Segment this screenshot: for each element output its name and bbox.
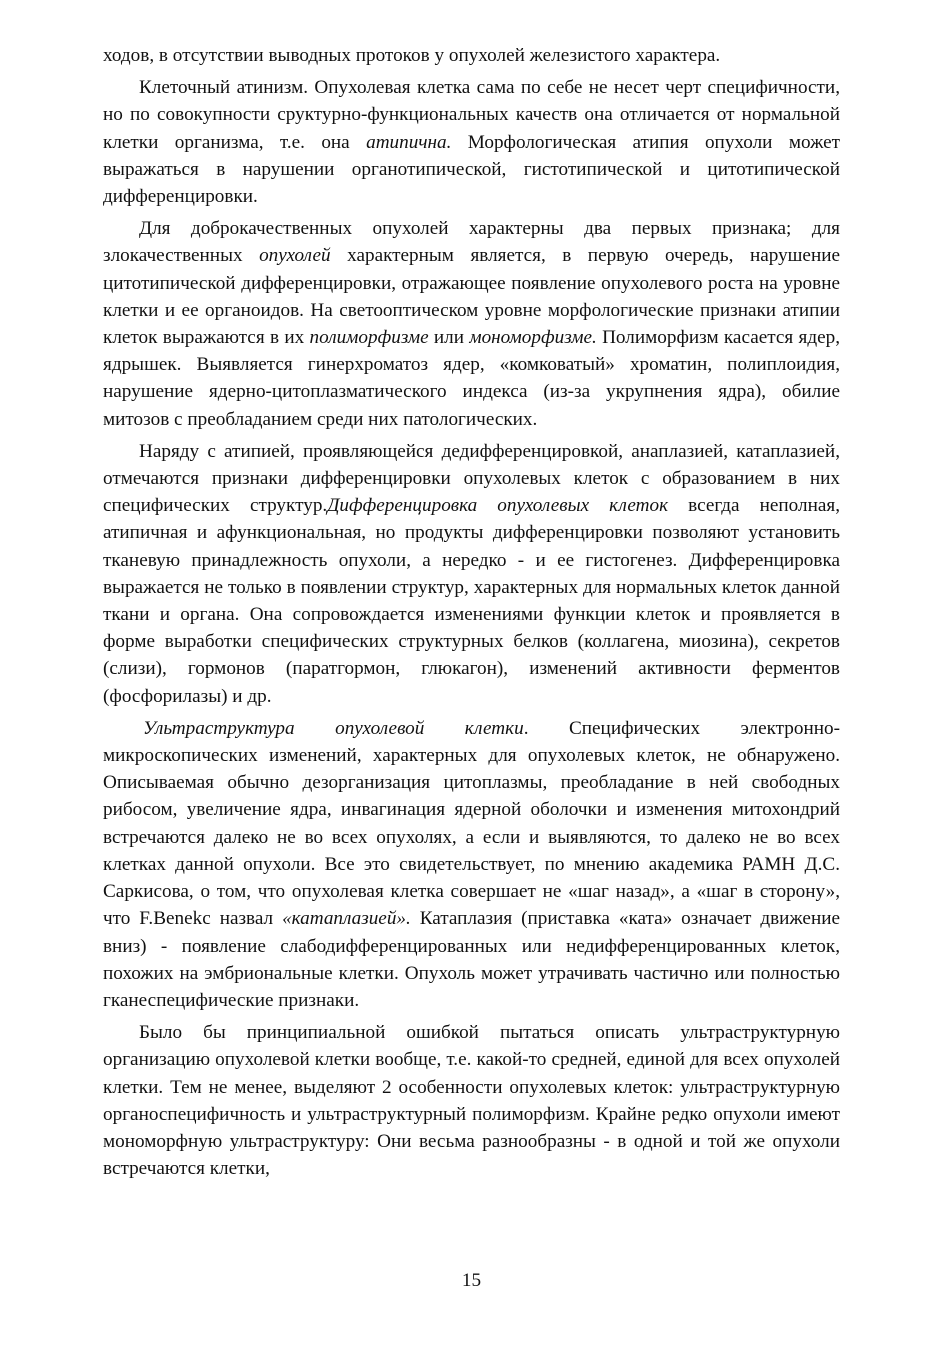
emphasis-text: опухолей bbox=[259, 245, 331, 267]
paragraph-0 bbox=[103, 42, 840, 69]
emphasis-text: «катаплазией». bbox=[282, 908, 411, 930]
emphasis-text: Дифференцировка опухолевых клеток bbox=[327, 495, 669, 517]
paragraph-text: ходов, в отсутствии выводных протоков у опухолей железистого характера. bbox=[103, 45, 721, 66]
document-page bbox=[103, 42, 840, 1187]
paragraph-text: всегда неполная, атипичная и афункциональная, но продукты дифференцировки позволяют установить тканевую принадлежность опухоли, а нередко - и ее гистогенез. Дифференцировка выражается не только в появлении структур, характерных для нормальных клеток данной ткани и органа. Она сопровождается изменениями функции клеток и проявляется в форме выработки специфических структурных белков (коллагена, миозина), секретов (слизи), гормонов (паратгормон, глюкагон), изменений активности ферментов (фосфорилазы) и др. bbox=[103, 495, 840, 707]
emphasis-text: Ультраструктура опухолевой клетки bbox=[143, 717, 524, 739]
paragraph-text: . Специфических электронно-микроскопических изменений, характерных для опухолевых клеток, не обнаружено. Описываемая обычно дезорганизация цитоплазмы, преобладание в ней свободных рибосом, увеличение ядра, инвагинация ядерной оболочки и изменения митохондрий встречаются далеко не во всех опухолях, а если и выявляются, то далеко не во всех клетках данной опухоли. Все это свидетельствует, по мнению академика РАМН Д.С. Саркисова, о том, что опухолевая клетка совершает не «шаг назад», а «шаг в сторону», что F.Benekc назвал bbox=[103, 717, 840, 930]
paragraph-5 bbox=[103, 1019, 840, 1182]
paragraph-1 bbox=[103, 74, 840, 210]
emphasis-text: мономорфизме. bbox=[469, 327, 597, 349]
paragraph-text: Наряду с атипией, проявляющейся дедифференцировкой, анаплазией, катаплазией, отмечаются признаки дифференцировки опухолевых клеток с образованием в них специфических структур. bbox=[103, 440, 840, 517]
paragraph-text: характерным является, в первую очередь, нарушение цитотипической дифференцировки, отражающее появление опухолевого роста на уровне клетки и ее органоидов. На светооптическом уровне морфологические признаки атипии клеток выражаются в их bbox=[103, 245, 841, 349]
paragraph-text: Полиморфизм касается ядер, ядрышек. Выявляется гинерхроматоз ядер, «комковатый» хроматин, полиплоидия, нарушение ядерно-цитоплазматического индекса (из-за укрупнения ядра), обилие митозов с преобладанием среди них патологических. bbox=[103, 327, 840, 430]
emphasis-text: атипична. bbox=[366, 131, 452, 153]
paragraph-text: Для доброкачественных опухолей характерны два первых признака; для злокачественных bbox=[103, 218, 840, 267]
paragraph-4 bbox=[103, 715, 840, 1014]
paragraph-3 bbox=[103, 438, 840, 710]
page-number: 15 bbox=[461, 1270, 482, 1291]
paragraph-text: Морфологическая атипия опухоли может выражаться в нарушении органотипической, гистотипической и цитотипической дифференцировки. bbox=[103, 131, 840, 208]
paragraph-text: Было бы принципиальной ошибкой пытаться описать ультраструктурную организацию опухолевой клетки вообще, т.е. какой-то средней, единой для всех опухолей клетки. Тем не менее, выделяют 2 особенности опухолевых клеток: ультраструктурную органоспецифичность и ультраструктурный полиморфизм. Крайне редко опухоли имеют мономорфную ультраструктуру: Они весьма разнообразны - в одной и той же опухоли встречаются клетки, bbox=[103, 1022, 840, 1180]
paragraph-text: Клеточный атинизм. Опухолевая клетка сама по себе не несет черт специфичности, но по совокупности сруктурно-функциональных качеств она отличается от нормальной клетки организма, т.е. она bbox=[103, 77, 840, 153]
paragraph-text: Катаплазия (приставка «ката» означает движение вниз) - появление слабодифференцированных или недифференцированных клеток, похожих на эмбриональные клетки. Опухоль может утрачивать частично или полностью гканеспецифические признаки. bbox=[103, 908, 840, 1011]
paragraph-2 bbox=[103, 215, 840, 433]
emphasis-text: полиморфизме bbox=[309, 327, 429, 349]
paragraph-text: или bbox=[428, 327, 470, 349]
